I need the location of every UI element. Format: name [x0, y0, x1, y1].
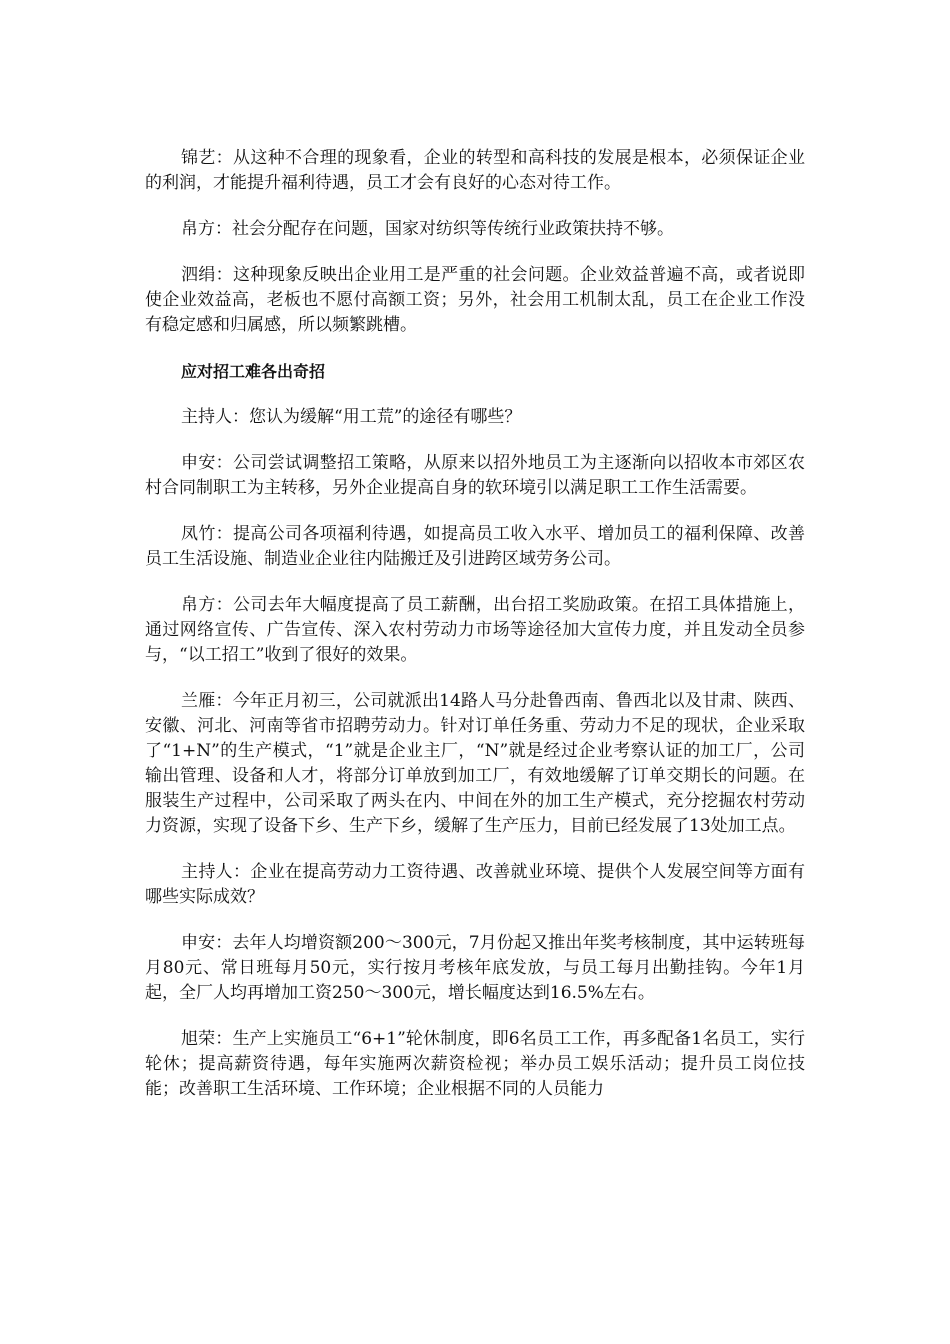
paragraph-sijuan: 泗绢：这种现象反映出企业用工是严重的社会问题。企业效益普遍不高，或者说即使企业效益高，老板也不愿付高额工资；另外，社会用工机制太乱，员工在企业工作没有稳定感和归属感，所以频繁跳槽。: [145, 265, 805, 335]
paragraph-xurong: 旭荣：生产上实施员工“6+1”轮休制度，即6名员工工作，再多配备1名员工，实行轮休；提高薪资待遇，每年实施两次薪资检视；举办员工娱乐活动；提升员工岗位技能；改善职工生活环境、工作环境；企业根据不同的人员能力: [145, 1029, 805, 1099]
paragraph-bofang-2: 帛方：公司去年大幅度提高了员工薪酬，出台招工奖励政策。在招工具体措施上，通过网络宣传、广告宣传、深入农村劳动力市场等途径加大宣传力度，并且发动全员参与，“以工招工”收到了很好的效果。: [145, 595, 805, 665]
section-heading: 应对招工难各出奇招: [181, 362, 326, 381]
paragraph-jinyi: 锦艺：从这种不合理的现象看，企业的转型和高科技的发展是根本，必须保证企业的利润，才能提升福利待遇，员工才会有良好的心态对待工作。: [145, 148, 805, 193]
paragraph-shenan-1: 申安：公司尝试调整招工策略，从原来以招外地员工为主逐渐向以招收本市郊区农村合同制职工为主转移，另外企业提高自身的软环境引以满足职工工作生活需要。: [145, 453, 805, 498]
paragraph-fengzhu: 凤竹：提高公司各项福利待遇，如提高员工收入水平、增加员工的福利保障、改善员工生活设施、制造业企业往内陆搬迁及引进跨区域劳务公司。: [145, 524, 805, 569]
paragraph-shenan-2: 申安：去年人均增资额200～300元，7月份起又推出年奖考核制度，其中运转班每月80元、常日班每月50元，实行按月考核年底发放，与员工每月出勤挂钩。今年1月起，全厂人均再增加工资250～300元，增长幅度达到16.5%左右。: [145, 933, 805, 1003]
paragraph-bofang-1: 帛方：社会分配存在问题，国家对纺织等传统行业政策扶持不够。: [181, 219, 674, 239]
paragraph-host-question-2: 主持人：企业在提高劳动力工资待遇、改善就业环境、提供个人发展空间等方面有哪些实际成效？: [145, 862, 805, 907]
document-body: [145, 146, 805, 1123]
paragraph-lanyan: 兰雁：今年正月初三，公司就派出14路人马分赴鲁西南、鲁西北以及甘肃、陕西、安徽、河北、河南等省市招聘劳动力。针对订单任务重、劳动力不足的现状，企业采取了“1+N”的生产模式，“1”就是企业主厂，“N”就是经过企业考察认证的加工厂，公司输出管理、设备和人才，将部分订单放到加工厂，有效地缓解了订单交期长的问题。在服装生产过程中，公司采取了两头在内、中间在外的加工生产模式，充分挖掘农村劳动力资源，实现了设备下乡、生产下乡，缓解了生产压力，目前已经发展了13处加工点。: [145, 691, 805, 836]
paragraph-host-question-1: 主持人：您认为缓解“用工荒”的途径有哪些？: [181, 407, 522, 427]
